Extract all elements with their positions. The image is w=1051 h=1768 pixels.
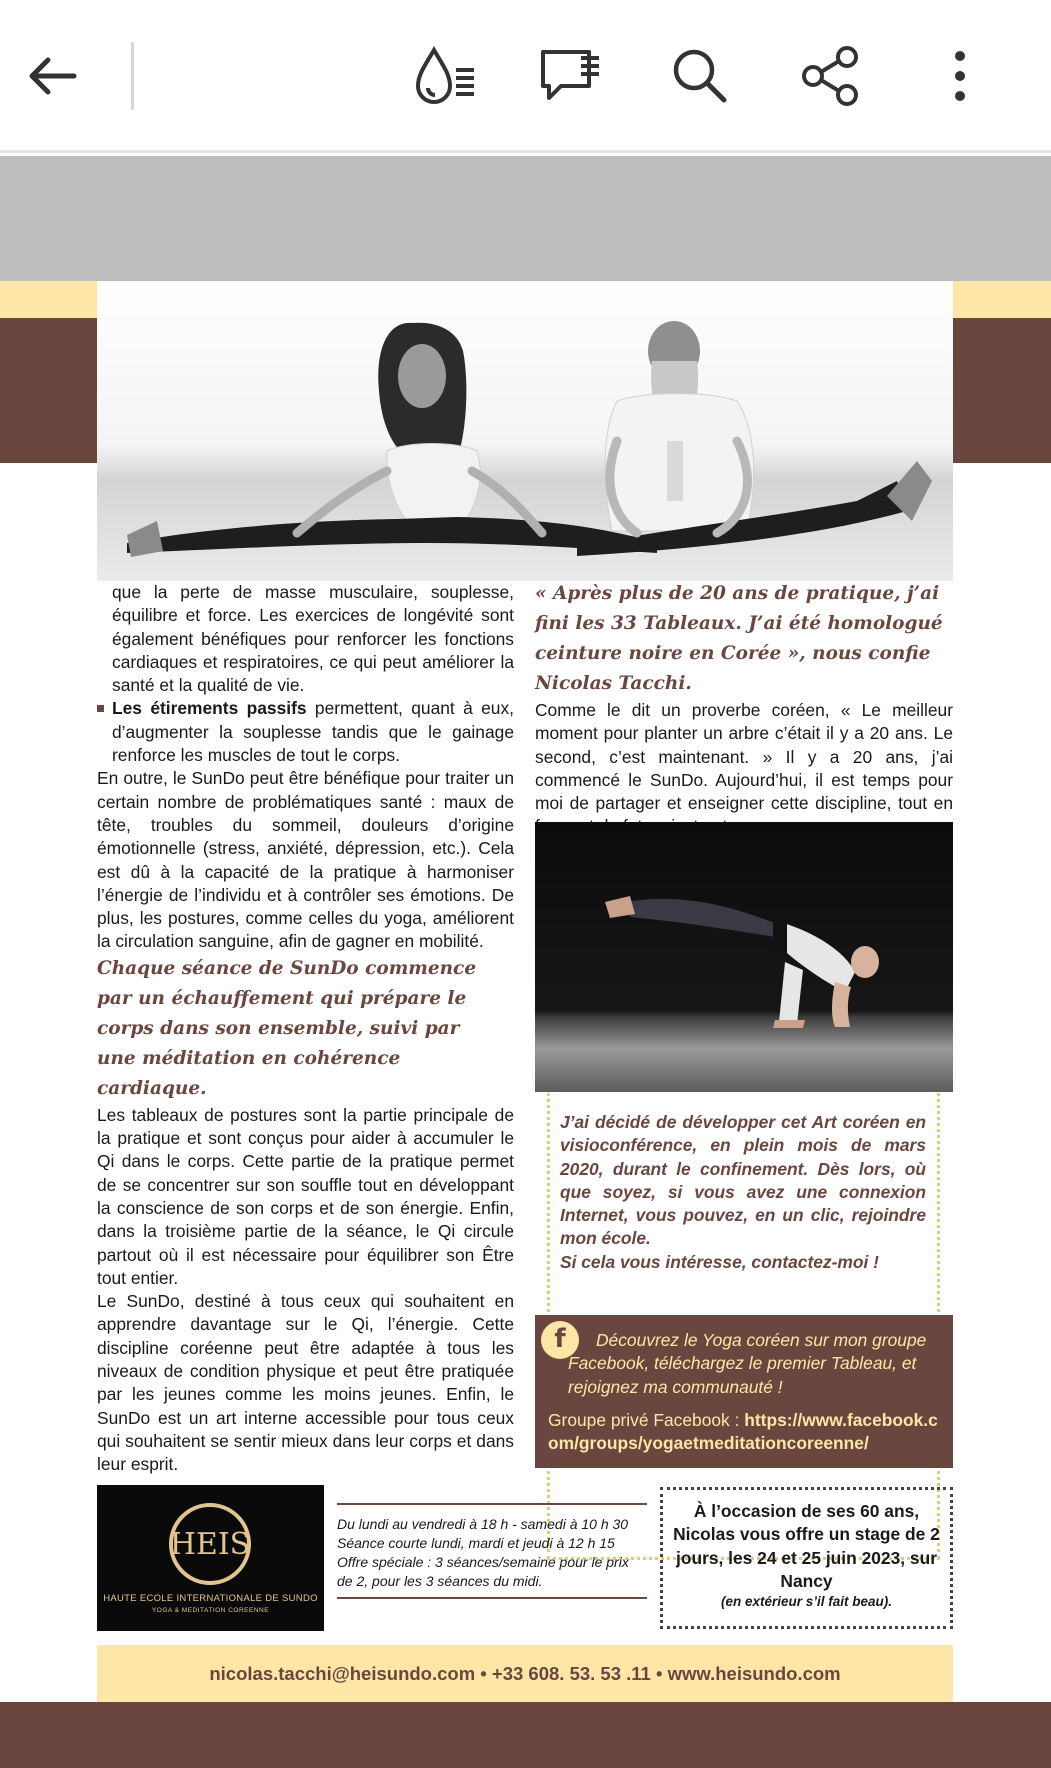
pull-quote: « Après plus de 20 ans de pratique, j’ai fini les 33 Tableaux. J’ai été homologué ceinture noire en Corée », nous confie Nicolas Tacchi. [535,583,943,694]
article-column-right [535,579,953,839]
back-arrow-icon[interactable] [12,36,92,116]
page-border-brown-left [0,318,97,463]
pull-quote: Chaque séance de SunDo commence par un échauffement qui prépare le corps dans son ensemble, suivi par une méditation en cohérence cardiaque. [97,957,477,1099]
bullet-item [97,697,514,767]
toolbar-divider [131,42,134,110]
comments-icon[interactable] [530,36,610,116]
facebook-link-label: Groupe privé Facebook : [548,1410,745,1430]
facebook-promo-box [535,1315,953,1468]
more-options-icon[interactable] [920,36,1000,116]
facebook-logo-icon: f [541,1321,579,1359]
page-border-brown-right [953,318,1051,463]
schedule-line: Du lundi au vendredi à 18 h - samedi à 10 h 30 [337,1516,629,1532]
stretching-photo [97,281,953,581]
page-gap-band [0,156,1051,281]
facebook-promo-text: Découvrez le Yoga coréen sur mon groupe Facebook, téléchargez le premier Tableau, et rejoignez ma communauté ! [568,1330,927,1397]
offer-note: (en extérieur s’il fait beau). [720,1594,893,1610]
bullet-bold: Les étirements passifs [112,698,307,719]
class-schedule [337,1503,647,1599]
article-column-left [97,581,514,1477]
app-toolbar [0,0,1051,153]
facebook-group-link[interactable] [548,1409,948,1456]
page-border-cream-right [953,281,1051,318]
anniversary-offer-box [660,1487,953,1629]
arm-balance-photo [535,822,953,1092]
paragraph: que la perte de masse musculaire, souplesse, équilibre et force. Les exercices de longévité sont également bénéfiques pour renforcer les fonctions cardiaques et respiratoires, ce qui peut améliorer la santé et la qualité de vie. [112,582,514,696]
paragraph: En outre, le SunDo peut être bénéfique pour traiter un certain nombre de problématiques santé : maux de tête, troubles du sommeil, douleurs d’origine émotionnelle (stress, anxiété, dépression, etc.). Cela est dû à la capacité de la pratique à harmoniser l’énergie de l’individu et à contrôler ses émotions. De plus, les postures, comme celles du yoga, améliorent la circulation sanguine, afin de gagner en mobilité. [97,768,514,952]
paragraph: Comme le dit un proverbe coréen, « Le meilleur moment pour planter un arbre c’était il y a 20 ans. Le second, c’est maintenant. » Il y a 20 ans, j’ai commencé le SunDo. Aujourd’hui, il est temps pour moi de partager et enseigner cette discipline, tout en [535,700,953,814]
offer-text: À l’occasion de ses 60 ans, Nicolas vous offre un stage de 2 jours, les 24 et 25 juin 2023, sur Nancy [673,1501,940,1591]
callout-cta: Si cela vous intéresse, contactez-moi ! [560,1251,879,1272]
page-border-cream-left [0,281,97,318]
facebook-link-url[interactable]: https://www.facebook.com/groups/yogaetmeditationcoreenne/ [548,1410,938,1454]
share-icon[interactable] [790,36,870,116]
magazine-page[interactable] [97,281,953,1702]
schedule-line: Séance courte lundi, mardi et jeudi à 12 h 15 [337,1535,615,1551]
logo-subtitle: YOGA & MEDITATION COREENNE [151,1607,270,1614]
callout-paragraph: J’ai décidé de développer cet Art coréen en visioconférence, en plein mois de mars 2020, durant le confinement. Dès lors, où que soyez, si vous avez une connexion Internet, vous pouvez, en un clic, rejoindre mon école. [560,1112,926,1249]
logo-mark: HEIS [169,1503,251,1585]
school-logo [97,1485,324,1631]
schedule-line: Offre spéciale : 3 séances/semaine pour le prix de 2, pour les 3 séances du midi. [337,1554,629,1589]
paragraph: Le SunDo, destiné à tous ceux qui souhaitent en apprendre davantage sur le Qi, l’énergie. Cette discipline coréenne peut être adaptée à tous les niveaux de condition physique et peut être pratiquée par les jeunes comme les moins jeunes. Enfin, le SunDo est un art interne accessible pour tous ceux qui souhaitent se sentir mieux dans leur corps et dans leur esprit. [97,1291,514,1475]
logo-title: HAUTE ECOLE INTERNATIONALE DE SUNDO [103,1593,318,1604]
paragraph: Les tableaux de postures sont la partie principale de la pratique et sont conçus pour aider à accumuler le Qi dans le corps. Cette partie de la pratique permet de se concentrer sur son souffle tout en développant la conscience de son corps et de son énergie. Enfin, dans la troisième partie de la séance, le Qi circule partout où il est nécessaire pour équilibrer son Être tout entier. [97,1104,514,1288]
contact-strip[interactable]: nicolas.tacchi@heisundo.com • +33 608. 53. 53 .11 • www.heisundo.com [97,1645,953,1702]
page-border-brown-bottom [0,1702,1051,1768]
callout-text [560,1111,926,1274]
text-to-speech-icon[interactable] [405,36,485,116]
bullet-text: permettent, quant à eux, d’augmenter la souplesse tandis que le gainage renforce les muscles de tout le corps. [112,698,514,766]
search-icon[interactable] [660,36,740,116]
